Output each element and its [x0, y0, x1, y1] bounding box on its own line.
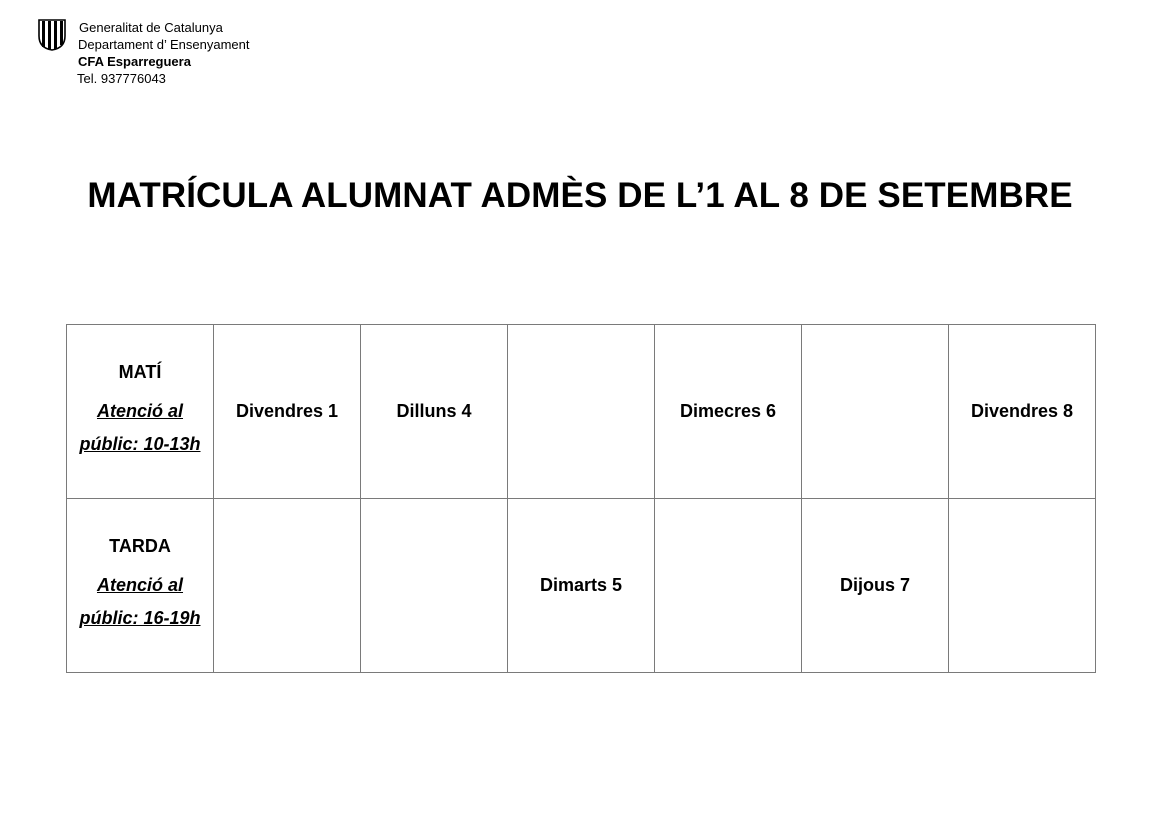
day-cell: [949, 499, 1096, 673]
shift-hours-line1: Atenció al: [96, 401, 184, 421]
day-cell: [802, 325, 949, 499]
day-cell: Divendres 8: [949, 325, 1096, 499]
table-row-afternoon: [67, 499, 1096, 673]
day-cell: Divendres 1: [214, 325, 361, 499]
day-cell: Dijous 7: [802, 499, 949, 673]
header-line-phone: Tel. 937776043: [77, 71, 166, 86]
table-row-morning: [67, 325, 1096, 499]
enrollment-schedule-table: [66, 324, 1096, 673]
shift-cell-afternoon: [67, 499, 214, 673]
day-cell: [214, 499, 361, 673]
shift-cell-morning: [67, 325, 214, 499]
day-cell: Dimecres 6: [655, 325, 802, 499]
shift-hours-line2: públic: 16-19h: [79, 608, 201, 628]
shift-name: MATÍ: [118, 362, 162, 382]
header-line-school: CFA Esparreguera: [78, 54, 191, 69]
page-title: MATRÍCULA ALUMNAT ADMÈS DE L’1 AL 8 DE SETEMBRE: [87, 176, 1073, 215]
day-cell: Dilluns 4: [361, 325, 508, 499]
shift-hours-line1: Atenció al: [96, 575, 184, 595]
institution-header: [78, 19, 250, 87]
day-cell: [655, 499, 802, 673]
day-cell: [361, 499, 508, 673]
shift-hours-line2: públic: 10-13h: [79, 434, 201, 454]
generalitat-catalunya-emblem-icon: [37, 18, 67, 51]
header-line-generalitat: Generalitat de Catalunya: [79, 20, 223, 35]
day-cell: [508, 325, 655, 499]
day-cell: Dimarts 5: [508, 499, 655, 673]
shift-name: TARDA: [109, 536, 171, 556]
header-line-department: Departament d’ Ensenyament: [78, 37, 250, 52]
